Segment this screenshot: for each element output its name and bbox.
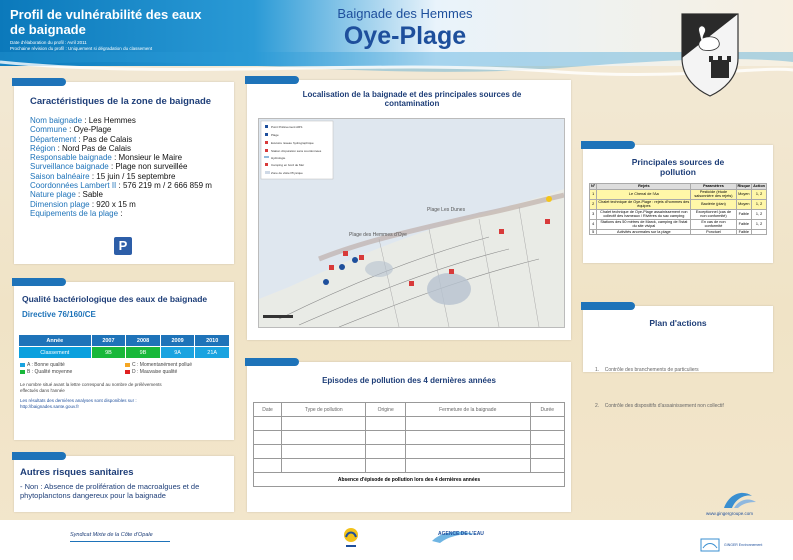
site-title-block — [280, 6, 530, 51]
quality-panel — [14, 282, 234, 440]
risks-panel — [14, 456, 234, 512]
quality-cell: 9B — [91, 347, 126, 359]
char-item: Commune : Oye-Plage — [30, 125, 112, 135]
pollution-header: Paramètres — [691, 184, 736, 190]
ginger-env-icon — [700, 538, 720, 552]
episodes-footer: Absence d'épisode de pollution lors des 4 dernières années — [254, 473, 565, 487]
footer-bar — [0, 520, 793, 560]
characteristics-title: Caractéristiques de la zone de baignade — [30, 96, 212, 107]
table-row — [254, 417, 565, 431]
episodes-panel — [247, 362, 571, 512]
episodes-header: Date — [254, 403, 282, 417]
legend-item: A : Bonne qualité — [20, 362, 125, 368]
char-item: Coordonnées Lambert II : 576 219 m / 2 666 859 m — [30, 181, 212, 191]
episodes-header: Type de pollution — [282, 403, 366, 417]
date-revision: Prochaine révision du profil : Uniquement si dégradation du classement — [10, 45, 153, 51]
table-row: 1 Le Chenal de l'Aa Pesticide (étude saisonnière des rejets) Moyen 1, 2 — [590, 189, 767, 199]
site-title: Oye-Plage — [343, 22, 467, 50]
action-plan-panel — [583, 306, 773, 409]
profile-title-block — [10, 7, 240, 51]
quality-header: 2008 — [126, 335, 161, 347]
header-wave — [0, 52, 793, 82]
quality-legend — [20, 362, 230, 375]
cg62-logo-icon — [340, 525, 362, 551]
quality-header: Année — [19, 335, 92, 347]
map-legend-item: Point Prélèvement ARS — [271, 125, 303, 129]
char-item: Département : Pas de Calais — [30, 134, 133, 144]
quality-header: 2009 — [160, 335, 195, 347]
coat-of-arms-icon — [679, 10, 741, 98]
table-row — [254, 445, 565, 459]
map-legend-item: Plage — [271, 133, 279, 137]
map-graphic — [259, 119, 564, 327]
quality-cell: 9B — [126, 347, 161, 359]
table-row — [254, 431, 565, 445]
parking-icon: P — [114, 237, 132, 255]
quality-header: 2010 — [195, 335, 230, 347]
map-legend-item: Hydrologie — [271, 156, 286, 160]
quality-title: Qualité bactériologique des eaux de baignade — [22, 294, 208, 304]
map-label-dunes: Plage Les Dunes — [427, 207, 466, 213]
episodes-title: Episodes de pollution des 4 dernières années — [322, 376, 496, 385]
directive-label: Directive 76/160/CE — [22, 310, 96, 319]
site-subtitle: Baignade des Hemmes — [337, 6, 473, 21]
map-legend-item: Station d'épuration sans coordonnées — [271, 149, 322, 153]
quality-cell: Classement — [19, 347, 92, 359]
map-legend-item: Exutoire réseau hydrographique — [271, 141, 314, 145]
legend-item: D : Mauvaise qualité — [125, 369, 230, 375]
char-item: Responsable baignade : Monsieur le Maire — [30, 153, 183, 163]
map-legend-item: Zone de visite Physique — [271, 171, 303, 175]
smco-underline — [70, 541, 170, 542]
pollution-header: Risque — [737, 184, 751, 188]
char-item: Nature plage : Sable — [30, 190, 103, 200]
risks-text: - Non : Absence de prolifération de macroalgues et de phytoplanctons dangereux pour la baignade — [20, 482, 200, 500]
location-map — [258, 118, 565, 328]
char-item: Région : Nord Pas de Calais — [30, 143, 131, 153]
site-url[interactable]: www.gingergroupe.com — [706, 511, 754, 516]
legend-item: C : Momentanément pollué — [125, 362, 230, 368]
episodes-header: Durée — [530, 403, 564, 417]
table-row: 5 Activités anormales sur la plage Ponctuel Faible — [590, 229, 767, 235]
panel-tab — [245, 358, 299, 366]
quality-cell: 21A — [195, 347, 230, 359]
table-row: 3 Chalet technique de Oye-Plage assainissement non collectif des hameaux / Rivières du sac camping Exceptionnel (cas de non conformité) Faible 1, 2 — [590, 209, 767, 219]
characteristics-list — [30, 116, 212, 218]
profile-title: Profil de vulnérabilité des eaux de baignade — [10, 7, 202, 37]
panel-tab — [245, 76, 299, 84]
table-row: 2 Chalet technique de Oye-Plage : rejets d'hommes des équipes Bactérie (plan) Moyen 1, 2 — [590, 199, 767, 209]
pollution-header: N° — [591, 184, 596, 188]
char-item: Equipements de la plage : — [30, 208, 123, 218]
results-text: Les résultats des dernières analyses sont disponibles sur : — [20, 398, 137, 403]
panel-tab — [581, 141, 635, 149]
map-label-hemmes: Plage des Hemmes d'Oye — [349, 232, 407, 238]
table-row: 4 Stations des 50 mètres de Marck, camping de l'Istat du site vivipal En cas de non conformité Faible 1, 2 — [590, 219, 767, 229]
smco-logo: Syndicat Mixte de la Côte d'Opale — [70, 532, 153, 538]
ginger-logo-icon — [720, 488, 760, 512]
table-row — [254, 459, 565, 473]
action-plan-title: Plan d'actions — [649, 318, 707, 328]
char-item: Nom baignade : Les Hemmes — [30, 116, 136, 125]
episodes-header: Origine — [366, 403, 406, 417]
risks-title: Autres risques sanitaires — [20, 467, 134, 478]
results-link[interactable]: http://baignades.sante.gouv.fr — [20, 404, 79, 409]
panel-tab — [581, 302, 635, 310]
action-plan-list — [595, 340, 724, 436]
episodes-header: Fermeture de la baignade — [405, 403, 530, 417]
quality-table — [18, 334, 230, 359]
panel-tab — [12, 78, 66, 86]
action-item: 1. Contrôle des branchements de particuliers — [595, 367, 699, 373]
date-elaboration: Date d'élaboration du profil : Avril 2011 — [10, 40, 87, 45]
action-item: 2. Contrôle des dispositifs d'assainissement non collectif — [595, 403, 724, 409]
pollution-table — [589, 183, 767, 235]
legend-item: B : Qualité moyenne — [20, 369, 125, 375]
char-item: Saison balnéaire : 15 juin / 15 septembre — [30, 171, 176, 181]
characteristics-panel — [14, 82, 234, 264]
pollution-title: Principales sources de pollution — [631, 157, 725, 177]
ginger-env-logo: GINGER Environnement — [724, 543, 763, 547]
quality-cell: 9A — [160, 347, 195, 359]
pollution-panel — [583, 145, 773, 263]
map-legend-item: Camping en bord de Mer — [271, 163, 305, 167]
pollution-header: Action — [753, 184, 765, 188]
char-item: Dimension plage : 920 x 15 m — [30, 199, 136, 209]
panel-tab — [12, 278, 66, 286]
episodes-table — [253, 402, 565, 487]
quality-header: 2007 — [91, 335, 126, 347]
pollution-header: Rejets — [597, 184, 691, 190]
quality-note: Le nombre situé avant la lettre correspond au nombre de prélèvements effectués dans l'année — [20, 382, 162, 393]
map-title: Localisation de la baignade et des principales sources de contamination — [302, 90, 522, 108]
char-item: Surveillance baignade : Plage non surveillée — [30, 162, 188, 172]
agence-eau-logo: AGENCE DE L'EAU — [438, 531, 484, 537]
panel-tab — [12, 452, 66, 460]
